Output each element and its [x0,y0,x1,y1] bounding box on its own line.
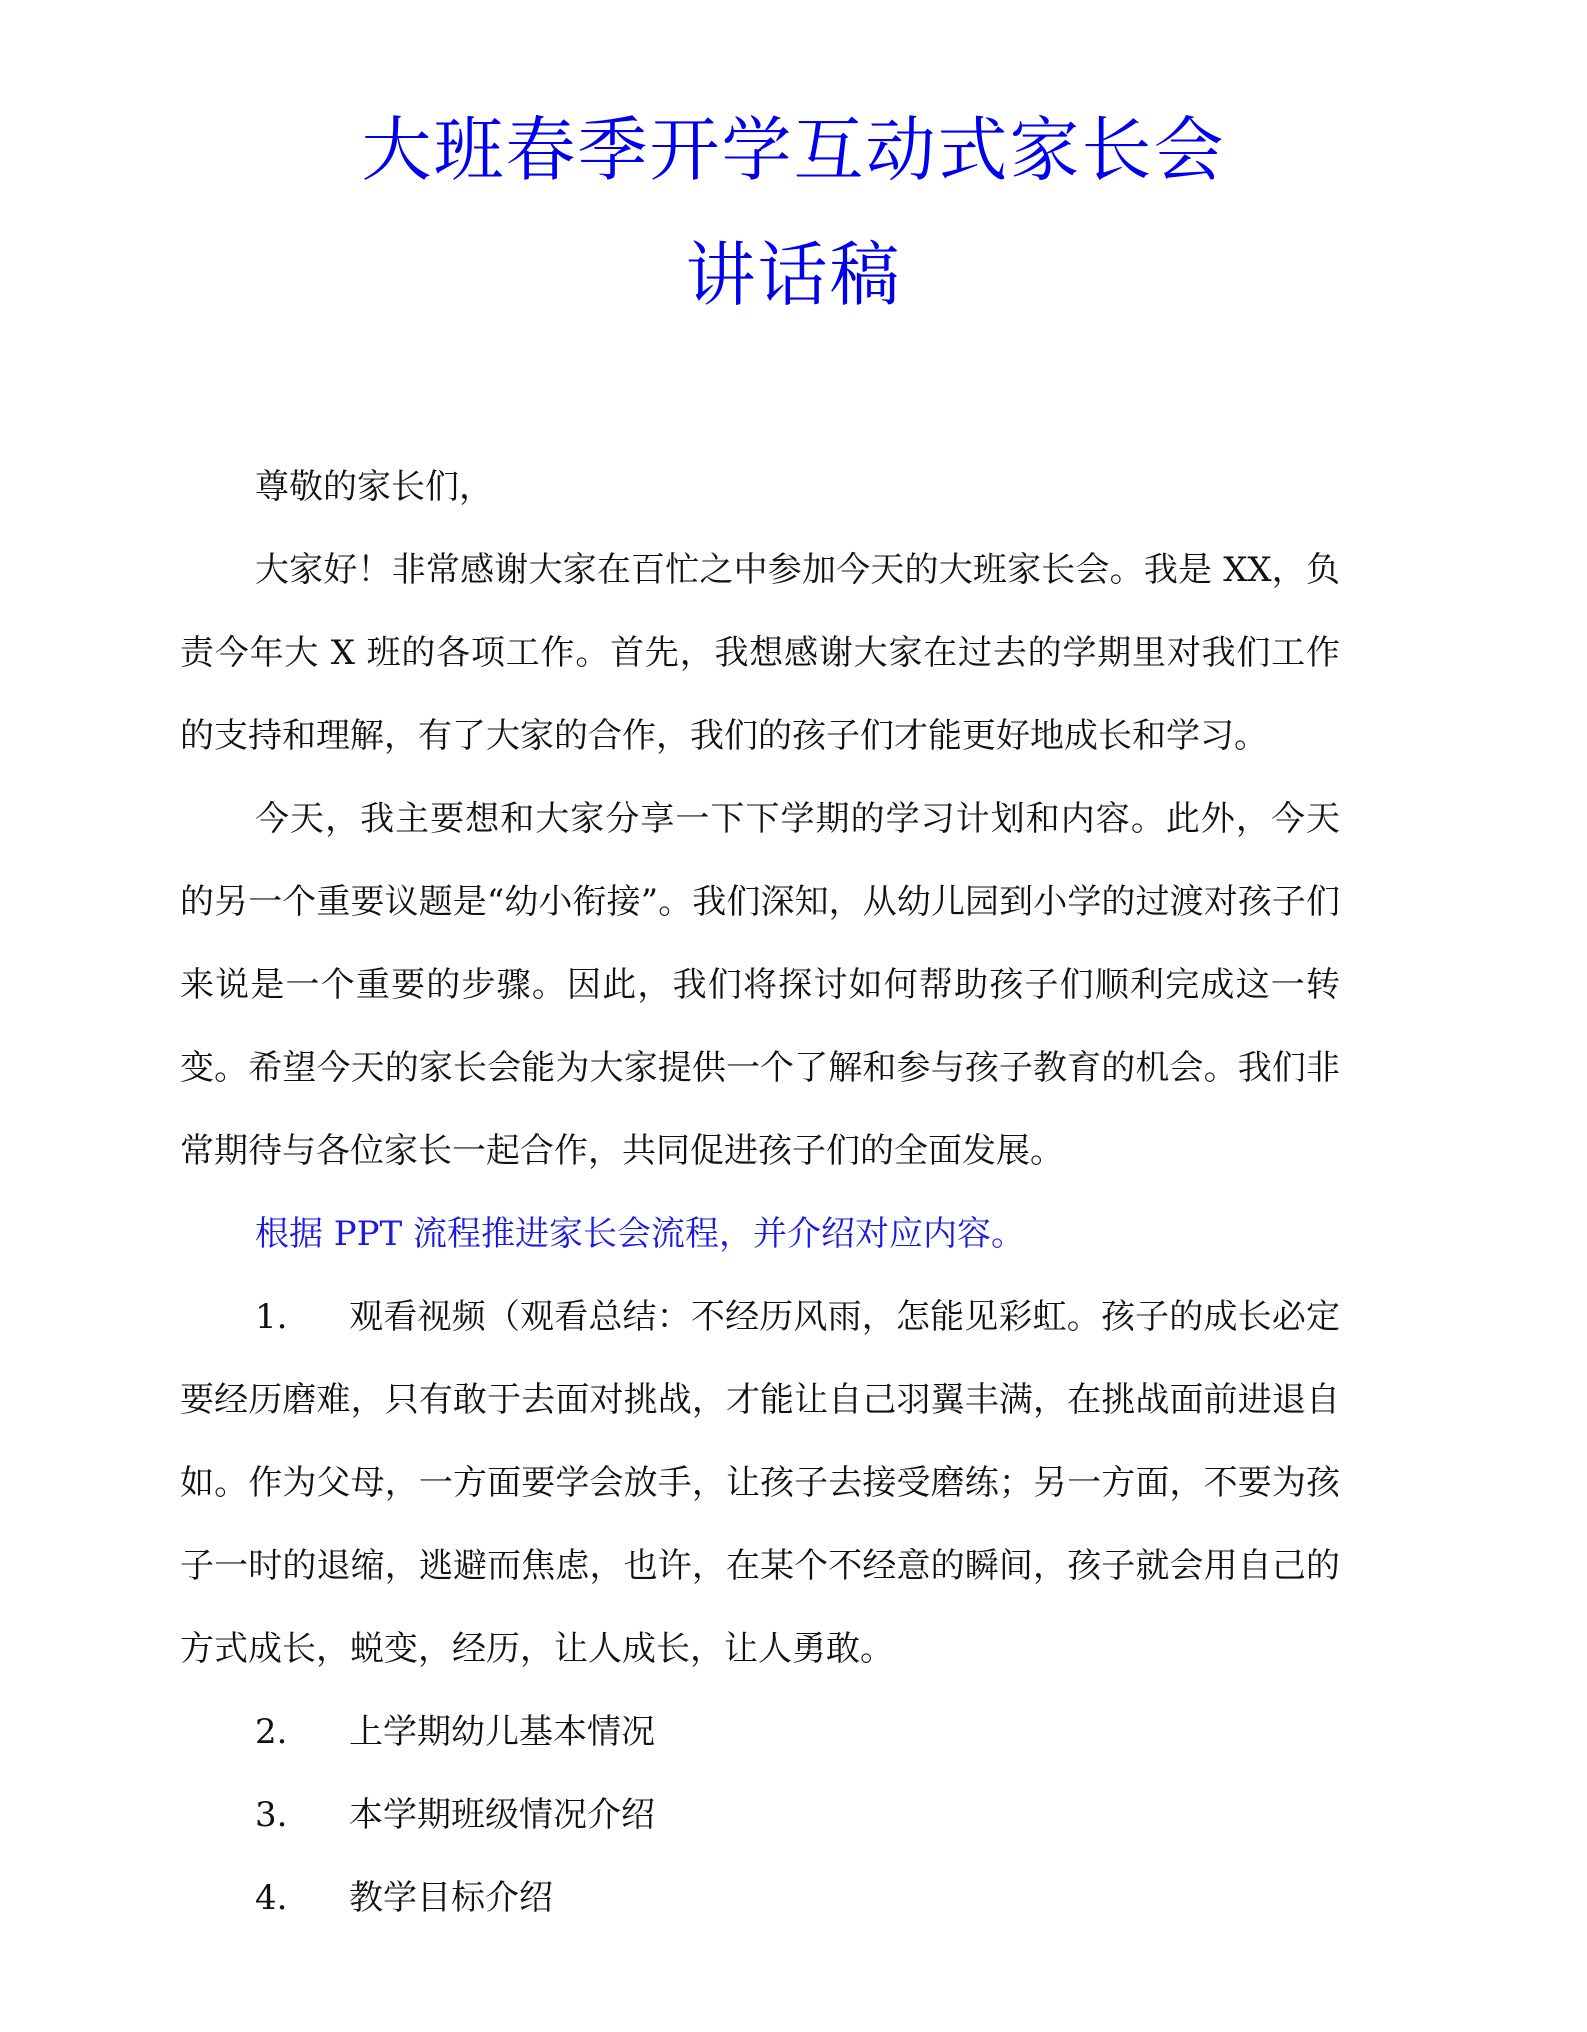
document-title: 大班春季开学互动式家长会 [361,109,1226,191]
list-text: 本学期班级情况介绍 [349,1795,655,1835]
list-text: 观看视频（观看总结：不经历风雨，怎能见彩虹。孩子的成长必定要经历磨难，只有敢于去面对挑战，才能让自己羽翼丰满，在挑战面前进退自如。作为父母，一方面要学会放手，让孩子去接受磨练；另一方面，不要为孩子一时的退缩，逃避而焦虑，也许，在某个不经意的瞬间，孩子就会用自己的方式成长，蜕变，经历，让人成长，让人勇敢。 [180,1297,1340,1669]
list-number: 2. [255,1712,288,1752]
list-number: 4. [255,1878,288,1918]
instruction-note: 根据 PPT 流程推进家长会流程，并介绍对应内容。 [255,1214,1026,1254]
paragraph-agenda: 今天，我主要想和大家分享一下下学期的学习计划和内容。此外，今天的另一个重要议题是“幼小衔接”。我们深知，从幼儿园到小学的过渡对孩子们来说是一个重要的步骤。因此，我们将探讨如何帮助孩子们顺利完成这一转变。希望今天的家长会能为大家提供一个了解和参与孩子教育的机会。我们非常期待与各位家长一起合作，共同促进孩子们的全面发展。 [180,799,1340,1171]
list-item [180,1276,1340,1691]
list-item [180,1857,1340,1940]
document-body [180,446,1340,1940]
list-item [180,1774,1340,1857]
list-text: 上学期幼儿基本情况 [349,1712,655,1752]
paragraph-greeting: 大家好！非常感谢大家在百忙之中参加今天的大班家长会。我是 XX，负责今年大 X 班的各项工作。首先，我想感谢大家在过去的学期里对我们工作的支持和理解，有了大家的合作，我们的孩子们才能更好地成长和学习。 [180,550,1340,756]
list-number: 3. [255,1795,288,1835]
document-subtitle: 讲话稿 [685,234,902,316]
list-item [180,1691,1340,1774]
list-text: 教学目标介绍 [349,1878,553,1918]
list-number: 1. [255,1297,288,1337]
salutation: 尊敬的家长们， [255,467,493,507]
